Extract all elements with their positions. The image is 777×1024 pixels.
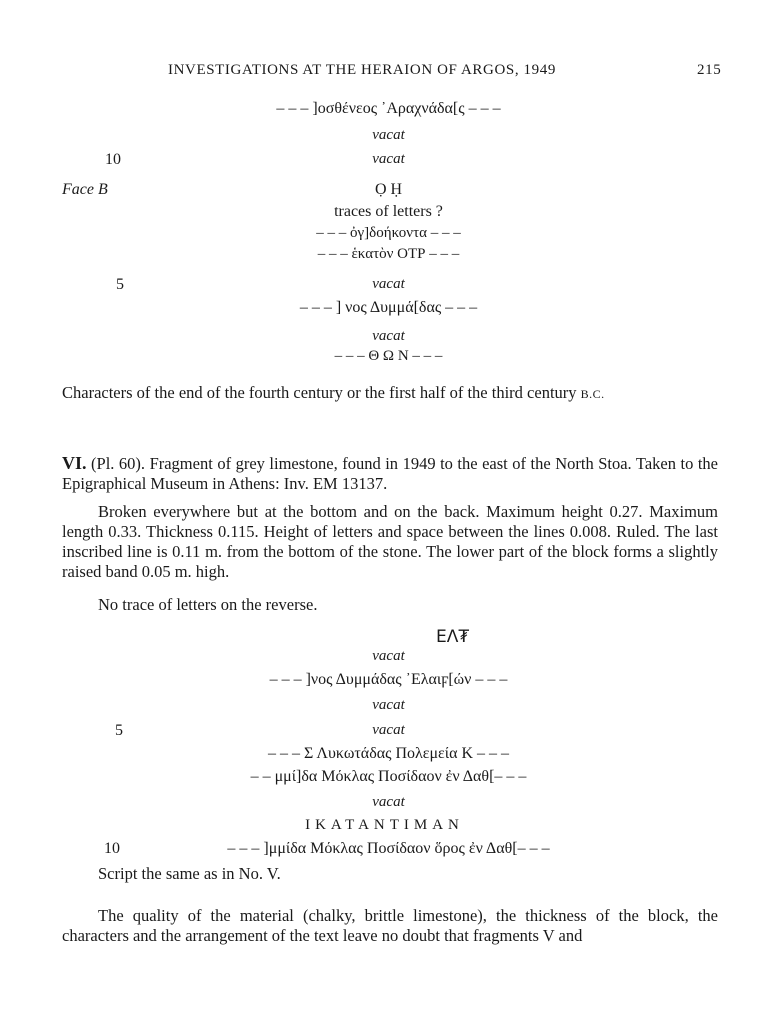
script-note: Script the same as in No. V. bbox=[98, 864, 281, 883]
measurements-paragraph: Broken everywhere but at the bottom and on the back. Maximum height 0.27. Maximum length 0.33. Thickness 0.115. Height of letters and space between the lines 0.008. Ruled. The last inscribed line is 0.11 m. from the bottom of the stone. The lower part of the block forms a slightly raised band 0.05 m. high. bbox=[62, 502, 718, 581]
paragraph-text: Characters of the end of the fourth century or the first half of the third century bbox=[62, 383, 577, 402]
section-vi-intro bbox=[62, 453, 718, 494]
line-number: 5 bbox=[115, 722, 123, 739]
paragraph-characters bbox=[62, 383, 718, 404]
inscription-line: – – – ὀγ]δοήκοντα – – – bbox=[316, 225, 461, 241]
vacat-line: vacat bbox=[372, 697, 405, 713]
inscription-line: – – – ] νος Δυμμά[δας – – – bbox=[299, 299, 478, 316]
final-paragraph: The quality of the material (chalky, brittle limestone), the thickness of the block, the characters and the arrangement of the text leave no doubt that fragments V and bbox=[62, 906, 718, 945]
inscription-line: – – – ]οσθένεος ᾿Αραχνάδα[ς – – – bbox=[276, 100, 501, 117]
inscription-line: – – – ]νος Δυμμάδας ᾿Ελαιϝ[ών – – – bbox=[269, 671, 508, 688]
vacat-line: vacat bbox=[372, 794, 405, 810]
vacat-line: vacat bbox=[372, 127, 405, 143]
vacat-line: vacat bbox=[372, 648, 405, 664]
vacat-line: vacat bbox=[372, 151, 405, 167]
vacat-line: vacat bbox=[372, 722, 405, 738]
face-b-label: Face B bbox=[62, 181, 108, 198]
vacat-line: vacat bbox=[372, 328, 405, 344]
inscription-line: Ọ Ḥ bbox=[374, 181, 403, 198]
line-number: 5 bbox=[116, 276, 124, 293]
inscription-line: ΙΚΑΤΑΝΤΙΜΑΝ bbox=[305, 817, 464, 833]
inscription-line: – – – Σ Λυκωτάδας Πολεμεία Κ – – – bbox=[267, 745, 510, 762]
section-number: VI. bbox=[62, 453, 87, 473]
page-title: INVESTIGATIONS AT THE HERAION OF ARGOS, 1949 bbox=[168, 62, 556, 78]
inscription-line: – – μμί]δα Μόκλας Ποσίδαον ἐν Δαθ[– – – bbox=[250, 768, 527, 785]
inscription-line: ΕΛ₮ bbox=[436, 627, 470, 647]
traces-note: traces of letters ? bbox=[334, 203, 443, 220]
inscription-line: – – – ]μμίδα Μόκλας Ποσίδαον ὅρος ἐν Δαθ[– – – bbox=[227, 840, 550, 857]
section-intro-text: (Pl. 60). Fragment of grey limestone, found in 1949 to the east of the North Stoa. Taken to the Epigraphical Museum in Athens: Inv. EM 13137. bbox=[62, 454, 718, 493]
line-number: 10 bbox=[105, 151, 121, 168]
reverse-note: No trace of letters on the reverse. bbox=[98, 595, 318, 614]
page-number: 215 bbox=[697, 62, 722, 78]
inscription-line: – – – ἑκατὸν ΟΤΡ – – – bbox=[317, 246, 460, 262]
bc-abbrev: B.C. bbox=[580, 387, 605, 401]
vacat-line: vacat bbox=[372, 276, 405, 292]
line-number: 10 bbox=[104, 840, 120, 857]
inscription-line: – – – Θ Ω Ν – – – bbox=[334, 348, 443, 364]
